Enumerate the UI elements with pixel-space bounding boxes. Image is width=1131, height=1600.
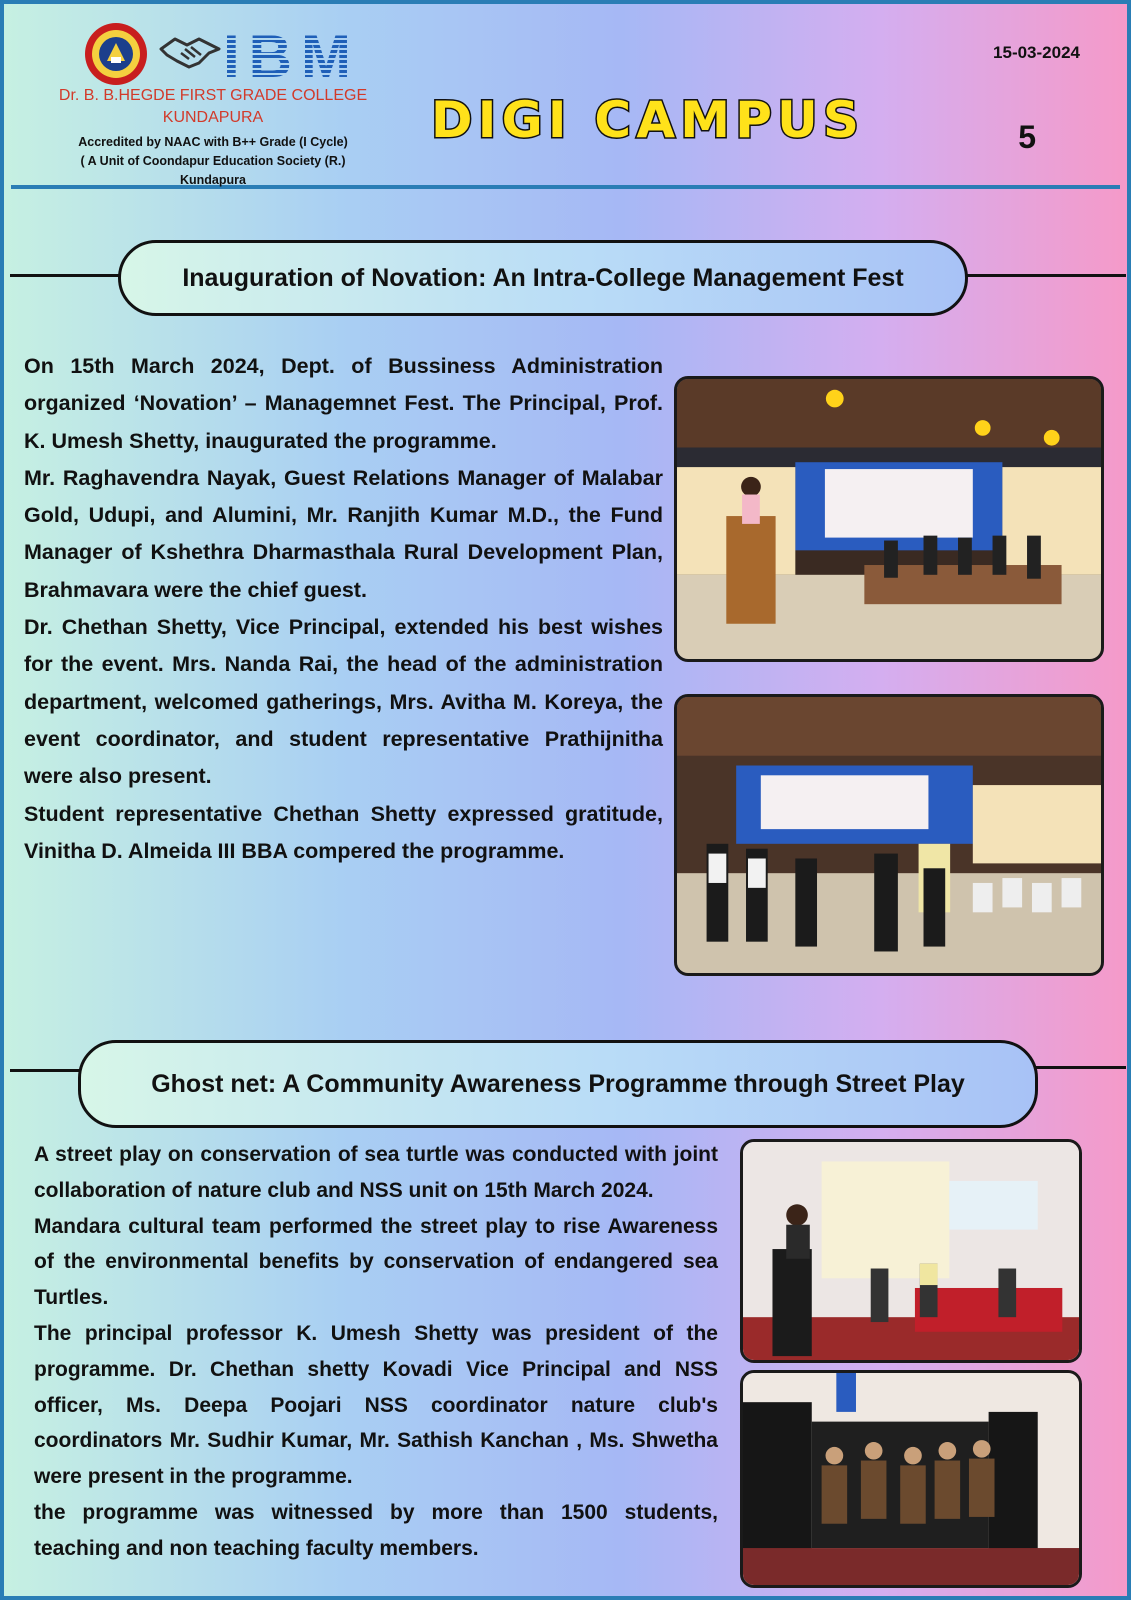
place-text: Kundapura: [180, 173, 246, 187]
section2-paragraph: the programme was witnessed by more than 1500 students, teaching and non teaching faculty members.: [34, 1500, 718, 1560]
college-details: [33, 133, 393, 190]
handshake-icon: [159, 31, 221, 71]
section1-rule-left: [10, 274, 122, 277]
logo-group: [83, 21, 353, 87]
section1-paragraph: Dr. Chethan Shetty, Vice Principal, extended his best wishes for the event. Mrs. Nanda Rai, the head of the administration department, welcomed gatherings, Mrs. Avitha M. Koreya, the event coordinator, and student representative Prathijnitha were also present.: [24, 615, 663, 789]
unit-of-text: ( A Unit of Coondapur Education Society (R.): [80, 154, 346, 168]
section1-title: Inauguration of Novation: An Intra-College Management Fest: [118, 240, 968, 316]
section1-paragraph: On 15th March 2024, Dept. of Bussiness Administration organized ‘Novation’ – Managemnet Fest. The Principal, Prof. K. Umesh Shetty, inaugurated the programme.: [24, 354, 663, 453]
street-play-performance-photo: [740, 1370, 1082, 1588]
college-name-line1: Dr. B. B.HEGDE FIRST GRADE COLLEGE: [58, 87, 368, 104]
ibm-logo: [223, 25, 353, 85]
college-name-line2: KUNDAPURA: [162, 109, 264, 126]
college-name: [33, 85, 393, 129]
section1-paragraph: Student representative Chethan Shetty expressed gratitude, Vinitha D. Almeida III BBA compered the programme.: [24, 801, 663, 863]
section1-rule-right: [964, 274, 1126, 277]
svg-text:DIGI CAMPUS: DIGI CAMPUS: [431, 91, 861, 149]
page-number: 5: [1018, 119, 1036, 155]
inauguration-stage-photo: [674, 376, 1104, 662]
section2-paragraph: Mandara cultural team performed the street play to rise Awareness of the environmental benefits by conservation of endangered sea Turtles.: [34, 1214, 718, 1310]
ghost-net-stage-photo: [740, 1139, 1082, 1363]
college-seal-icon: [83, 21, 149, 87]
section1-paragraph: Mr. Raghavendra Nayak, Guest Relations Manager of Malabar Gold, Udupi, and Alumini, Mr. Ranjith Kumar M.D., the Fund Manager of Kshethra Dharmasthala Rural Development Plan, Brahmavara were the chief guest.: [24, 465, 663, 602]
section2-paragraph: A street play on conservation of sea turtle was conducted with joint collaboration of nature club and NSS unit on 15th March 2024.: [34, 1143, 718, 1202]
guest-welcome-photo: [674, 694, 1104, 976]
header: [11, 11, 1120, 189]
masthead-title: [421, 85, 871, 151]
section2-body: [34, 1137, 718, 1567]
accreditation-text: Accredited by NAAC with B++ Grade (I Cycle): [78, 135, 348, 149]
section2-rule-left: [10, 1069, 82, 1072]
section2-paragraph: The principal professor K. Umesh Shetty was president of the programme. Dr. Chethan shetty Kovadi Vice Principal and NSS officer, Ms. Deepa Poojari NSS coordinator nature club's coordinators Mr. Sudhir Kumar, Mr. Sathish Kanchan , Ms. Shwetha were present in the programme.: [34, 1321, 718, 1489]
section2-rule-right: [1034, 1066, 1126, 1069]
issue-date: 15-03-2024: [993, 43, 1080, 62]
section1-body: [24, 348, 663, 870]
svg-text:IBM: IBM: [223, 25, 351, 85]
section2-title: Ghost net: A Community Awareness Programme through Street Play: [78, 1040, 1038, 1128]
